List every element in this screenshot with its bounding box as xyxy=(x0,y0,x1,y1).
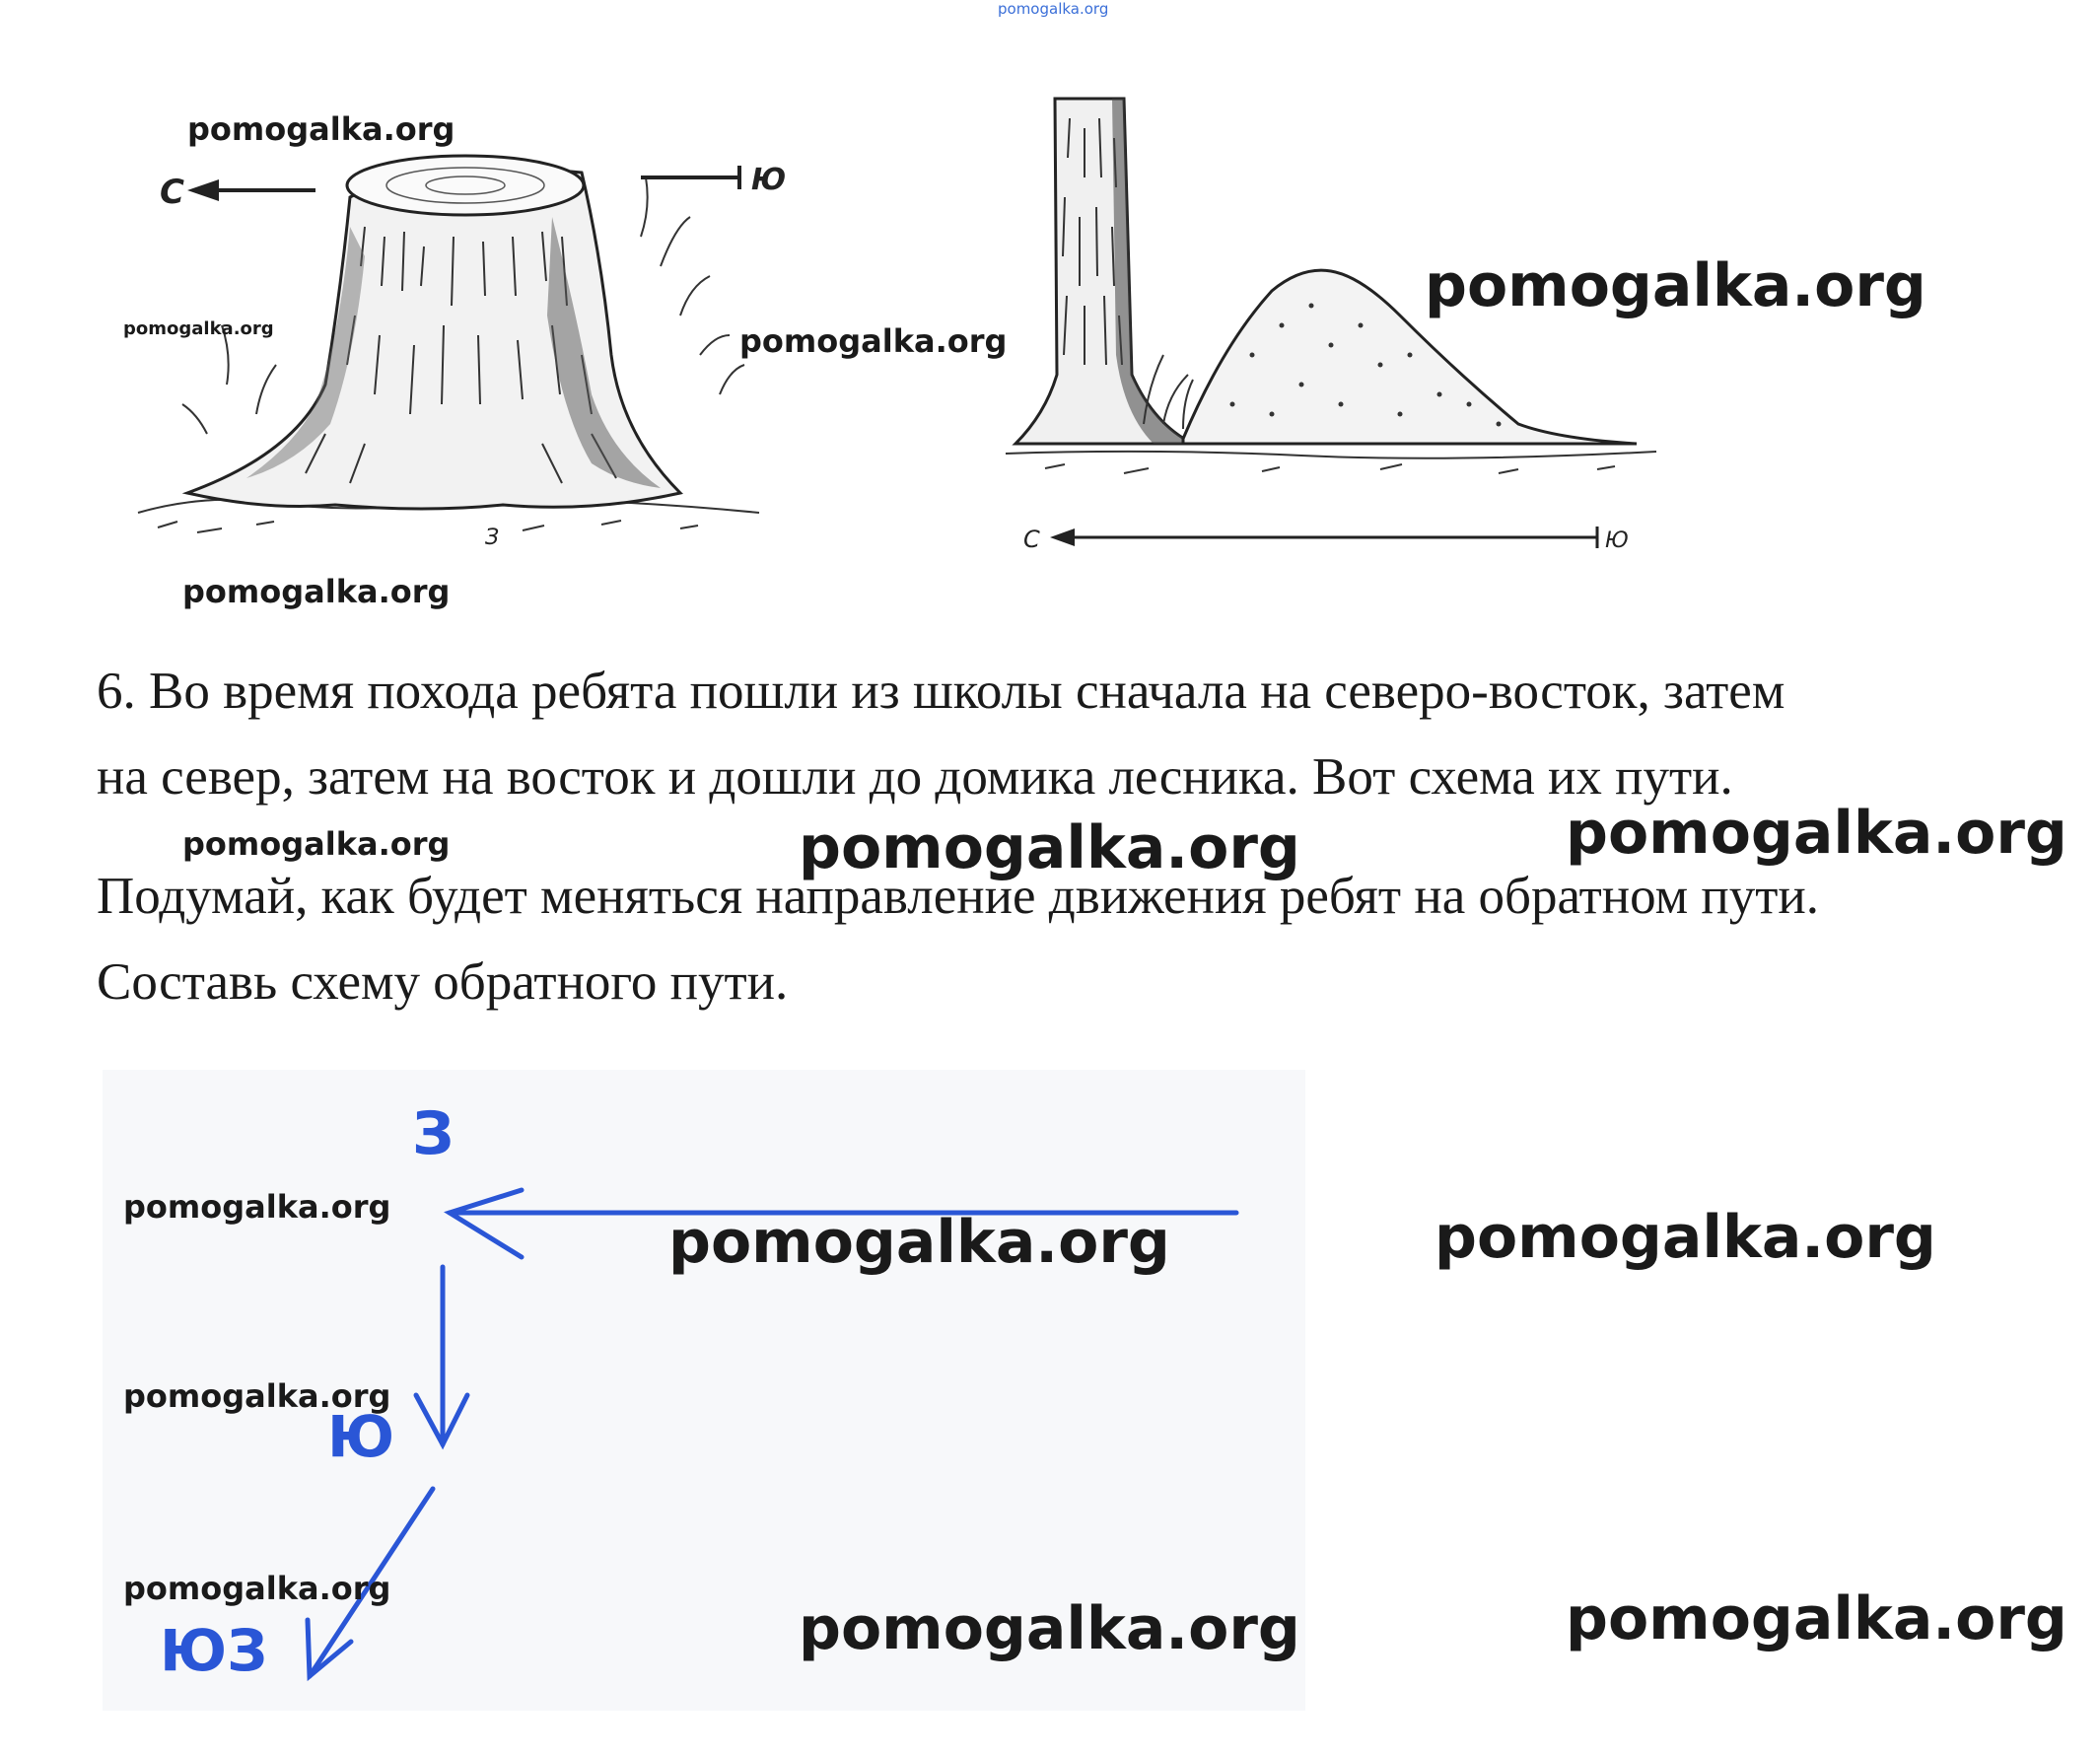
task-line-1: 6. Во время похода ребята пошли из школы сначала на северо-восток, затем xyxy=(97,663,1785,720)
watermark: pomogalka.org xyxy=(123,1377,391,1415)
southwest-label: ЮЗ xyxy=(160,1617,268,1684)
watermark: pomogalka.org xyxy=(668,1208,1170,1277)
watermark: pomogalka.org xyxy=(1425,251,1926,320)
watermark: pomogalka.org xyxy=(123,1188,391,1226)
watermark: pomogalka.org xyxy=(123,1570,391,1607)
watermark: pomogalka.org xyxy=(187,110,455,148)
watermark: pomogalka.org xyxy=(739,322,1008,360)
task-line-4: Составь схему обратного пути. xyxy=(97,953,789,1011)
watermark: pomogalka.org xyxy=(182,825,451,863)
watermark: pomogalka.org xyxy=(1566,1584,2067,1653)
anthill-south-label: Ю xyxy=(1605,528,1629,553)
anthill-north-label: С xyxy=(1023,526,1040,553)
tree-stump-illustration xyxy=(128,138,787,552)
task-line-3: Подумай, как будет меняться направление движения ребят на обратном пути. xyxy=(97,868,1820,925)
watermark: pomogalka.org xyxy=(123,318,274,339)
stump-ground-label: З xyxy=(485,526,500,550)
task-line-2: на север, затем на восток и дошли до домика лесника. Вот схема их пути. xyxy=(97,748,1733,806)
watermark: pomogalka.org xyxy=(799,813,1300,882)
watermark: pomogalka.org xyxy=(1566,799,2067,868)
south-label: Ю xyxy=(327,1403,395,1470)
top-watermark: pomogalka.org xyxy=(998,0,1109,18)
anthill-illustration xyxy=(1006,99,1676,562)
watermark: pomogalka.org xyxy=(182,573,451,610)
watermark: pomogalka.org xyxy=(1435,1203,1936,1272)
stump-south-label: Ю xyxy=(751,163,787,197)
watermark: pomogalka.org xyxy=(799,1594,1300,1663)
stump-north-label: С xyxy=(160,173,184,212)
west-label: З xyxy=(412,1099,455,1168)
